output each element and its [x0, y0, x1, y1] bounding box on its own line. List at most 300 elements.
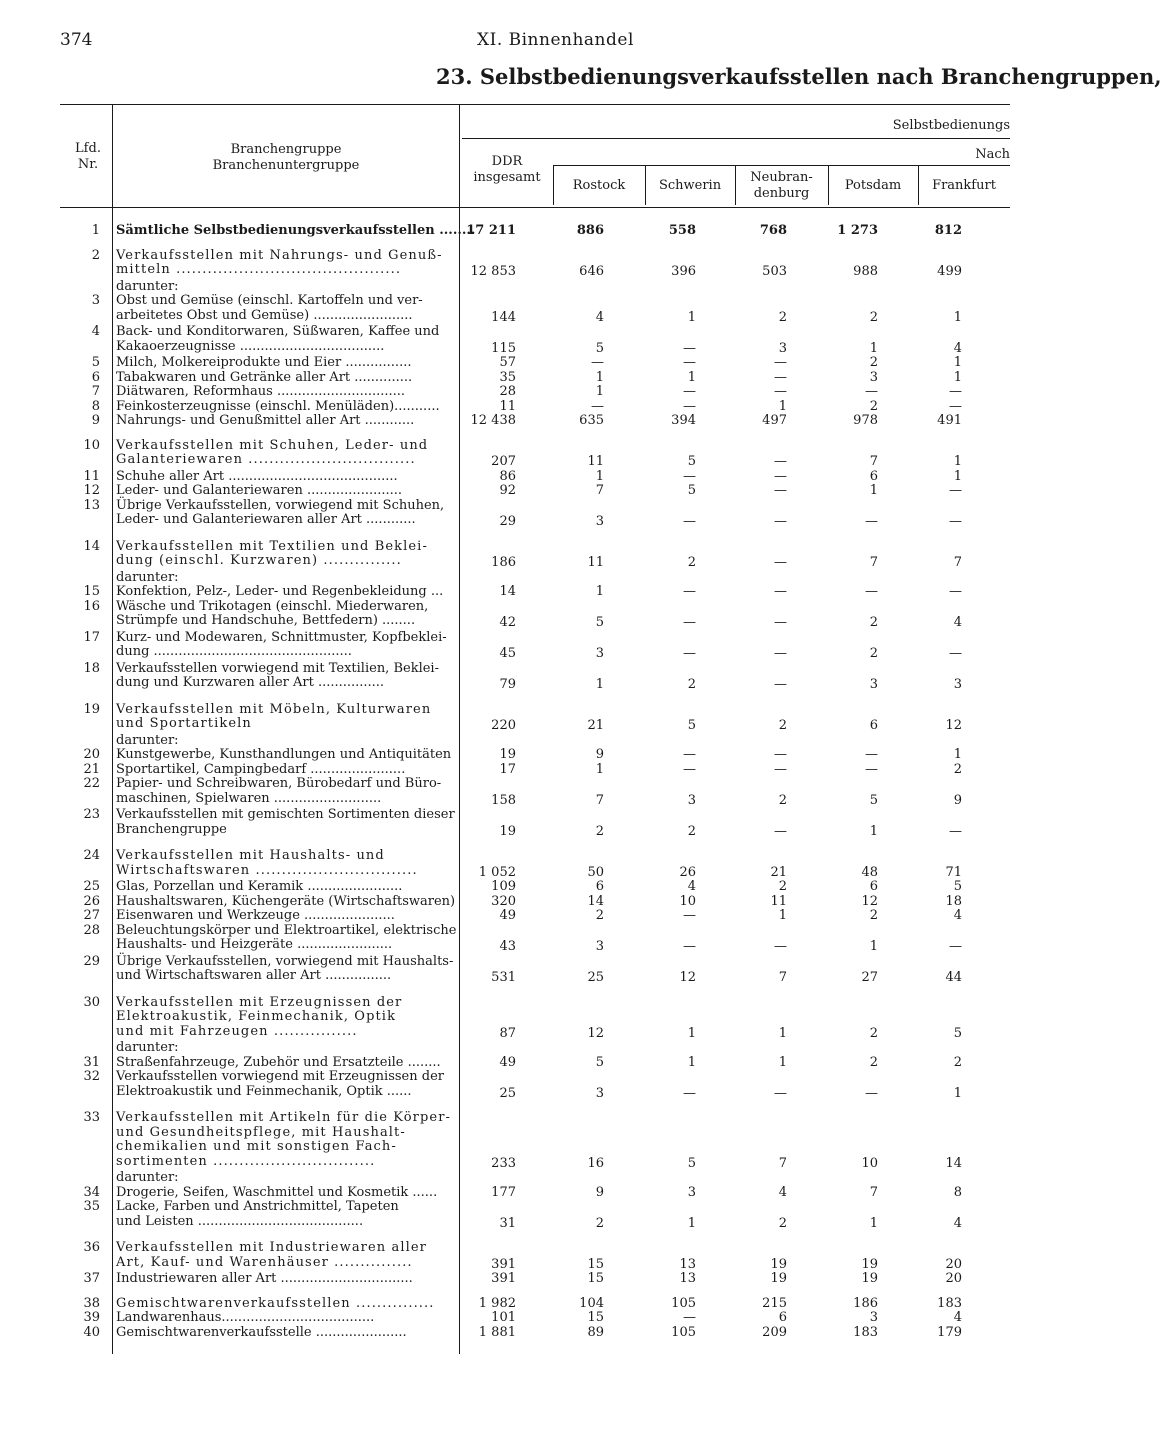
value-schwerin: 105 — [671, 1324, 696, 1340]
value-frankfurt: 20 — [945, 1256, 962, 1272]
value-rostock: 2 — [595, 1215, 604, 1231]
value-neubrandenburg: 11 — [770, 893, 787, 909]
value-schwerin: 12 — [679, 970, 696, 985]
row-number: 34 — [83, 1184, 100, 1200]
value-frankfurt: 5 — [953, 879, 962, 894]
value-rostock: 2 — [595, 823, 604, 839]
row-label: dung ................................................ — [116, 644, 352, 659]
row-number: 38 — [83, 1295, 100, 1311]
row-number: 28 — [83, 922, 100, 938]
row-number: 25 — [83, 879, 100, 894]
row-number: 19 — [83, 701, 100, 717]
value-frankfurt: 8 — [953, 1184, 962, 1200]
value-neubrandenburg: 1 — [778, 398, 787, 414]
row-label: Lacke, Farben und Anstrichmittel, Tapeten — [116, 1199, 399, 1214]
row-label: Wirtschaftswaren ............................... — [116, 862, 418, 878]
value-schwerin: 396 — [671, 264, 696, 279]
value-schwerin: 1 — [687, 1054, 696, 1070]
row-number: 35 — [83, 1199, 100, 1214]
value-neubrandenburg: 21 — [770, 864, 787, 880]
row-label: Verkaufsstellen mit Haushalts- und — [116, 848, 385, 863]
value-ddr: 42 — [499, 615, 516, 630]
row-label: Kunstgewerbe, Kunsthandlungen und Antiquitäten — [116, 747, 452, 762]
value-rostock: 635 — [579, 413, 604, 428]
row-number: 6 — [91, 369, 100, 385]
value-rostock: 11 — [587, 555, 604, 570]
value-schwerin: — — [683, 646, 696, 661]
row-label: Papier- und Schreibwaren, Bürobedarf und Büro- — [116, 776, 442, 791]
value-ddr: 86 — [499, 468, 516, 484]
row-number: 14 — [83, 538, 100, 554]
value-schwerin: 394 — [671, 413, 696, 428]
row-label: Milch, Molkereiprodukte und Eier ................ — [116, 355, 412, 370]
row-label: Konfektion, Pelz-, Leder- und Regenbekleidung ... — [116, 584, 444, 599]
value-rostock: 886 — [576, 223, 604, 238]
row-label: Elektroakustik, Feinmechanik, Optik — [116, 1009, 397, 1024]
row-number: 5 — [91, 355, 100, 370]
value-neubrandenburg: 503 — [762, 264, 787, 279]
value-ddr: 35 — [499, 369, 516, 385]
value-schwerin: 5 — [687, 454, 696, 469]
value-ddr: 115 — [491, 340, 516, 356]
value-rostock: 9 — [595, 1184, 604, 1200]
value-rostock: 5 — [595, 1054, 604, 1070]
value-neubrandenburg: 19 — [770, 1256, 787, 1272]
value-potsdam: 3 — [869, 677, 878, 692]
value-frankfurt: 2 — [953, 761, 962, 777]
row-label: darunter: — [116, 569, 179, 585]
row-label: Kakaoerzeugnisse ................................... — [116, 338, 385, 354]
row-number: 1 — [91, 223, 100, 238]
value-rostock: 5 — [595, 615, 604, 630]
value-potsdam: 978 — [853, 413, 878, 428]
row-label: maschinen, Spielwaren .......................... — [116, 790, 382, 806]
value-schwerin: 13 — [679, 1271, 696, 1286]
row-number: 26 — [83, 893, 100, 909]
value-ddr: 101 — [491, 1310, 516, 1325]
value-neubrandenburg: — — [774, 823, 787, 839]
value-schwerin: — — [683, 398, 696, 414]
value-ddr: 57 — [499, 355, 516, 370]
row-label: arbeitetes Obst und Gemüse) ........................ — [116, 307, 413, 323]
row-label: Sportartikel, Campingbedarf ....................... — [116, 761, 406, 777]
row-number: 20 — [83, 747, 100, 762]
row-number: 33 — [83, 1110, 100, 1125]
value-frankfurt: 179 — [937, 1324, 962, 1340]
value-rostock: 9 — [595, 747, 604, 762]
value-neubrandenburg: 2 — [778, 718, 787, 733]
header-district-schwerin: Schwerin — [658, 178, 722, 193]
value-frankfurt: 9 — [953, 792, 962, 808]
row-number: 37 — [83, 1271, 100, 1286]
value-frankfurt: 4 — [953, 1215, 962, 1231]
value-potsdam: 2 — [869, 1025, 878, 1041]
row-number: 11 — [83, 468, 100, 484]
row-label: Verkaufsstellen vorwiegend mit Textilien, Beklei- — [116, 660, 439, 676]
value-rostock: 3 — [595, 1085, 604, 1101]
value-potsdam: — — [865, 747, 878, 762]
row-number: 13 — [83, 497, 100, 513]
value-ddr: 31 — [499, 1215, 516, 1231]
value-potsdam: 1 — [869, 939, 878, 954]
value-schwerin: 558 — [668, 223, 696, 238]
value-rostock: 104 — [579, 1295, 604, 1311]
value-neubrandenburg: 2 — [778, 1215, 787, 1231]
value-potsdam: — — [865, 1085, 878, 1101]
value-schwerin: 5 — [687, 483, 696, 498]
row-label: und Wirtschaftswaren aller Art ................ — [116, 968, 392, 983]
value-ddr: 11 — [499, 398, 516, 414]
value-schwerin: — — [683, 761, 696, 777]
row-label: mitteln ........................................... — [116, 262, 402, 277]
row-number: 29 — [83, 953, 100, 969]
value-frankfurt: 1 — [953, 468, 962, 484]
value-potsdam: 27 — [861, 970, 878, 985]
value-frankfurt: 1 — [953, 309, 962, 325]
value-schwerin: — — [683, 615, 696, 630]
value-neubrandenburg: 7 — [778, 970, 787, 985]
value-neubrandenburg: — — [774, 369, 787, 385]
value-ddr: 220 — [491, 718, 516, 733]
header-district-potsdam: Potsdam — [844, 178, 902, 193]
value-frankfurt: — — [949, 823, 962, 839]
value-rostock: 7 — [595, 483, 604, 498]
value-neubrandenburg: — — [774, 514, 787, 529]
row-label: und Gesundheitspflege, mit Haushalt- — [116, 1124, 406, 1140]
value-potsdam: — — [865, 761, 878, 777]
value-frankfurt: 491 — [937, 413, 962, 428]
value-potsdam: 3 — [869, 1310, 878, 1325]
value-potsdam: 1 — [869, 823, 878, 839]
value-schwerin: — — [683, 514, 696, 529]
value-potsdam: 2 — [869, 908, 878, 923]
row-number: 8 — [91, 398, 100, 414]
row-label: Eisenwaren und Werkzeuge ...................... — [116, 908, 395, 923]
row-label: Art, Kauf- und Warenhäuser ............... — [116, 1254, 413, 1270]
row-label: Back- und Konditorwaren, Süßwaren, Kaffee und — [116, 324, 440, 339]
row-label: Glas, Porzellan und Keramik ....................... — [116, 879, 403, 894]
value-schwerin: 2 — [687, 677, 696, 692]
value-ddr: 19 — [499, 823, 516, 839]
value-ddr: 144 — [491, 309, 516, 325]
row-number: 40 — [83, 1324, 100, 1340]
value-schwerin: 2 — [687, 823, 696, 839]
value-ddr: 233 — [491, 1155, 516, 1171]
value-frankfurt: 5 — [953, 1025, 962, 1041]
value-neubrandenburg: 209 — [762, 1324, 787, 1340]
value-schwerin: — — [683, 584, 696, 599]
row-number: 23 — [83, 807, 100, 822]
row-number: 30 — [83, 994, 100, 1010]
value-rostock: 4 — [595, 309, 604, 325]
value-schwerin: 3 — [687, 1184, 696, 1200]
value-frankfurt: 2 — [953, 1054, 962, 1070]
row-label: Verkaufsstellen mit Textilien und Beklei- — [116, 538, 428, 554]
value-neubrandenburg: — — [774, 747, 787, 762]
value-ddr: 109 — [491, 879, 516, 894]
value-potsdam: 7 — [869, 555, 878, 570]
row-number: 31 — [83, 1054, 100, 1070]
row-number: 4 — [91, 324, 100, 339]
value-potsdam: 2 — [869, 615, 878, 630]
row-label: Wäsche und Trikotagen (einschl. Miederwaren, — [116, 598, 429, 614]
row-label: Drogerie, Seifen, Waschmittel und Kosmetik ...... — [116, 1184, 438, 1200]
value-rostock: 12 — [587, 1025, 604, 1041]
row-number: 27 — [83, 908, 100, 923]
value-potsdam: — — [865, 514, 878, 529]
value-ddr: 531 — [491, 970, 516, 985]
value-potsdam: 6 — [869, 468, 878, 484]
value-rostock: — — [591, 355, 604, 370]
value-potsdam: 2 — [869, 1054, 878, 1070]
value-frankfurt: — — [949, 646, 962, 661]
row-number: 32 — [83, 1069, 100, 1084]
row-number: 7 — [91, 384, 100, 399]
header-nr: Nr. — [77, 157, 99, 172]
value-schwerin: — — [683, 384, 696, 399]
value-potsdam: 19 — [861, 1271, 878, 1286]
row-label: Branchengruppe — [116, 821, 227, 837]
row-label: darunter: — [116, 278, 179, 294]
value-neubrandenburg: — — [774, 384, 787, 399]
value-rostock: 1 — [595, 384, 604, 399]
value-frankfurt: 1 — [953, 747, 962, 762]
value-frankfurt: 4 — [953, 908, 962, 923]
row-label: Kurz- und Modewaren, Schnittmuster, Kopfbeklei- — [116, 629, 447, 645]
value-rostock: 1 — [595, 584, 604, 599]
row-label: dung und Kurzwaren aller Art ................ — [116, 675, 385, 690]
header-district-neubrandenburg: Neubran- denburg — [750, 170, 813, 201]
row-number: 36 — [83, 1240, 100, 1255]
value-ddr: 49 — [499, 1054, 516, 1070]
header-district-frankfurt: Frankfurt — [932, 178, 996, 193]
value-schwerin: 5 — [687, 718, 696, 733]
value-frankfurt: 20 — [945, 1271, 962, 1286]
value-rostock: 1 — [595, 468, 604, 484]
value-schwerin: — — [683, 939, 696, 954]
value-potsdam: 2 — [869, 646, 878, 661]
row-label: Schuhe aller Art ......................................... — [116, 468, 398, 484]
row-label: Sämtliche Selbstbedienungsverkaufsstellen ........ — [116, 223, 476, 238]
value-ddr: 17 — [499, 761, 516, 777]
value-ddr: 158 — [491, 792, 516, 808]
value-schwerin: — — [683, 1085, 696, 1101]
value-rostock: 89 — [587, 1324, 604, 1340]
value-neubrandenburg: 2 — [778, 309, 787, 325]
value-ddr: 29 — [499, 514, 516, 529]
row-label: Verkaufsstellen mit Artikeln für die Körper- — [116, 1110, 452, 1125]
row-label: dung (einschl. Kurzwaren) ............... — [116, 553, 402, 568]
value-potsdam: — — [865, 384, 878, 399]
row-label: darunter: — [116, 732, 179, 748]
value-frankfurt: 44 — [945, 970, 962, 985]
value-schwerin: 1 — [687, 1025, 696, 1041]
value-potsdam: 186 — [853, 1295, 878, 1311]
row-label: und Leisten ........................................ — [116, 1213, 364, 1229]
value-rostock: 3 — [595, 514, 604, 529]
value-frankfurt: 812 — [934, 223, 962, 238]
value-schwerin: — — [683, 355, 696, 370]
value-frankfurt: 1 — [953, 355, 962, 370]
row-number: 3 — [91, 293, 100, 308]
value-frankfurt: 4 — [953, 615, 962, 630]
value-neubrandenburg: — — [774, 483, 787, 498]
value-rostock: 15 — [587, 1256, 604, 1272]
value-ddr: 87 — [499, 1025, 516, 1041]
value-neubrandenburg: 768 — [759, 223, 787, 238]
value-rostock: 1 — [595, 761, 604, 777]
value-rostock: 21 — [587, 718, 604, 733]
value-rostock: 11 — [587, 454, 604, 469]
value-rostock: — — [591, 398, 604, 414]
value-rostock: 1 — [595, 369, 604, 385]
value-schwerin: 1 — [687, 369, 696, 385]
value-neubrandenburg: — — [774, 761, 787, 777]
value-schwerin: — — [683, 1310, 696, 1325]
value-rostock: 14 — [587, 893, 604, 909]
value-ddr: 25 — [499, 1085, 516, 1101]
value-potsdam: 1 — [869, 483, 878, 498]
row-number: 18 — [83, 660, 100, 676]
value-neubrandenburg: 19 — [770, 1271, 787, 1286]
value-schwerin: 13 — [679, 1256, 696, 1272]
value-rostock: 25 — [587, 970, 604, 985]
value-ddr: 19 — [499, 747, 516, 762]
value-schwerin: 10 — [679, 893, 696, 909]
value-potsdam: 1 — [869, 1215, 878, 1231]
row-label: Gemischtwarenverkaufsstellen ............... — [116, 1295, 435, 1311]
value-neubrandenburg: — — [774, 555, 787, 570]
row-number: 15 — [83, 584, 100, 599]
row-label: Haushaltswaren, Küchengeräte (Wirtschaftswaren) — [116, 893, 456, 909]
value-frankfurt: 12 — [945, 718, 962, 733]
value-ddr: 1 982 — [478, 1295, 516, 1311]
value-potsdam: 2 — [869, 398, 878, 414]
value-frankfurt: — — [949, 483, 962, 498]
value-rostock: 3 — [595, 646, 604, 661]
value-frankfurt: 499 — [937, 264, 962, 279]
value-frankfurt: 71 — [945, 864, 962, 880]
value-rostock: 646 — [579, 264, 604, 279]
row-label: Elektroakustik und Feinmechanik, Optik ...... — [116, 1083, 412, 1099]
value-potsdam: 19 — [861, 1256, 878, 1272]
value-rostock: 6 — [595, 879, 604, 894]
value-ddr: 45 — [499, 646, 516, 661]
value-neubrandenburg: — — [774, 1085, 787, 1101]
header-lfd: Lfd. — [75, 141, 101, 156]
value-neubrandenburg: 1 — [778, 1025, 787, 1041]
header-insgesamt: insgesamt — [473, 170, 541, 185]
value-ddr: 1 881 — [478, 1324, 516, 1340]
row-label: Obst und Gemüse (einschl. Kartoffeln und ver- — [116, 293, 423, 308]
value-schwerin: 2 — [687, 555, 696, 570]
row-label: darunter: — [116, 1040, 179, 1055]
value-frankfurt: — — [949, 584, 962, 599]
value-potsdam: 12 — [861, 893, 878, 909]
value-schwerin: 1 — [687, 309, 696, 325]
header-branchengruppe: Branchengruppe — [230, 142, 342, 157]
value-potsdam: 6 — [869, 718, 878, 733]
value-frankfurt: 4 — [953, 1310, 962, 1325]
row-label: Verkaufsstellen vorwiegend mit Erzeugnissen der — [116, 1069, 444, 1084]
row-number: 10 — [83, 437, 100, 453]
value-potsdam: 48 — [861, 864, 878, 880]
value-potsdam: 1 — [869, 340, 878, 356]
value-ddr: 79 — [499, 677, 516, 692]
page-number: 374 — [60, 30, 93, 50]
value-schwerin: — — [683, 908, 696, 923]
value-ddr: 1 052 — [478, 864, 516, 880]
row-number: 2 — [91, 247, 100, 263]
row-number: 9 — [91, 413, 100, 428]
value-neubrandenburg: 497 — [762, 413, 787, 428]
row-label: chemikalien und mit sonstigen Fach- — [116, 1139, 397, 1154]
row-label: Übrige Verkaufsstellen, vorwiegend mit Haushalts- — [116, 953, 454, 969]
value-schwerin: — — [683, 340, 696, 356]
value-potsdam: 6 — [869, 879, 878, 894]
row-label: Leder- und Galanteriewaren ....................... — [116, 483, 403, 498]
value-neubrandenburg: 2 — [778, 879, 787, 894]
value-rostock: 3 — [595, 939, 604, 954]
row-label: Verkaufsstellen mit Erzeugnissen der — [116, 994, 403, 1010]
value-ddr: 14 — [499, 584, 516, 599]
header-group-sub: Nach — [975, 147, 1010, 162]
row-label: und mit Fahrzeugen ................ — [116, 1023, 358, 1039]
value-frankfurt: 14 — [945, 1155, 962, 1171]
value-potsdam: 2 — [869, 355, 878, 370]
row-label: Übrige Verkaufsstellen, vorwiegend mit Schuhen, — [116, 497, 445, 513]
value-neubrandenburg: — — [774, 677, 787, 692]
row-label: und Sportartikeln — [116, 716, 252, 731]
value-ddr: 207 — [491, 454, 516, 469]
chapter-title: XI. Binnenhandel — [477, 30, 634, 50]
row-number: 39 — [83, 1310, 100, 1325]
value-frankfurt: 183 — [937, 1295, 962, 1311]
value-rostock: 1 — [595, 677, 604, 692]
row-label: Feinkosterzeugnisse (einschl. Menüläden)........... — [116, 398, 440, 414]
value-potsdam: 2 — [869, 309, 878, 325]
row-label: Verkaufsstellen mit Möbeln, Kulturwaren — [116, 701, 432, 717]
value-neubrandenburg: — — [774, 646, 787, 661]
value-neubrandenburg: 7 — [778, 1155, 787, 1171]
row-label: Nahrungs- und Genußmittel aller Art ............ — [116, 413, 415, 428]
value-frankfurt: 1 — [953, 454, 962, 469]
value-schwerin: 3 — [687, 792, 696, 808]
value-ddr: 43 — [499, 939, 516, 954]
value-neubrandenburg: 215 — [762, 1295, 787, 1311]
row-label: darunter: — [116, 1170, 179, 1185]
value-ddr: 186 — [491, 555, 516, 570]
value-potsdam: 988 — [853, 264, 878, 279]
row-label: Landwarenhaus..................................... — [116, 1310, 375, 1325]
value-ddr: 391 — [491, 1256, 516, 1272]
value-neubrandenburg: — — [774, 615, 787, 630]
value-rostock: 50 — [587, 864, 604, 880]
value-frankfurt: 4 — [953, 340, 962, 356]
value-potsdam: 3 — [869, 369, 878, 385]
value-schwerin: — — [683, 468, 696, 484]
value-neubrandenburg: — — [774, 939, 787, 954]
value-frankfurt: 3 — [953, 677, 962, 692]
value-potsdam: — — [865, 584, 878, 599]
header-branchenuntergruppe: Branchenuntergruppe — [212, 158, 360, 173]
row-label: Verkaufsstellen mit Nahrungs- und Genuß- — [116, 247, 443, 263]
value-neubrandenburg: — — [774, 355, 787, 370]
row-label: Haushalts- und Heizgeräte ....................... — [116, 937, 393, 952]
value-neubrandenburg: 1 — [778, 1054, 787, 1070]
row-number: 21 — [83, 761, 100, 777]
value-ddr: 17 211 — [466, 223, 516, 238]
